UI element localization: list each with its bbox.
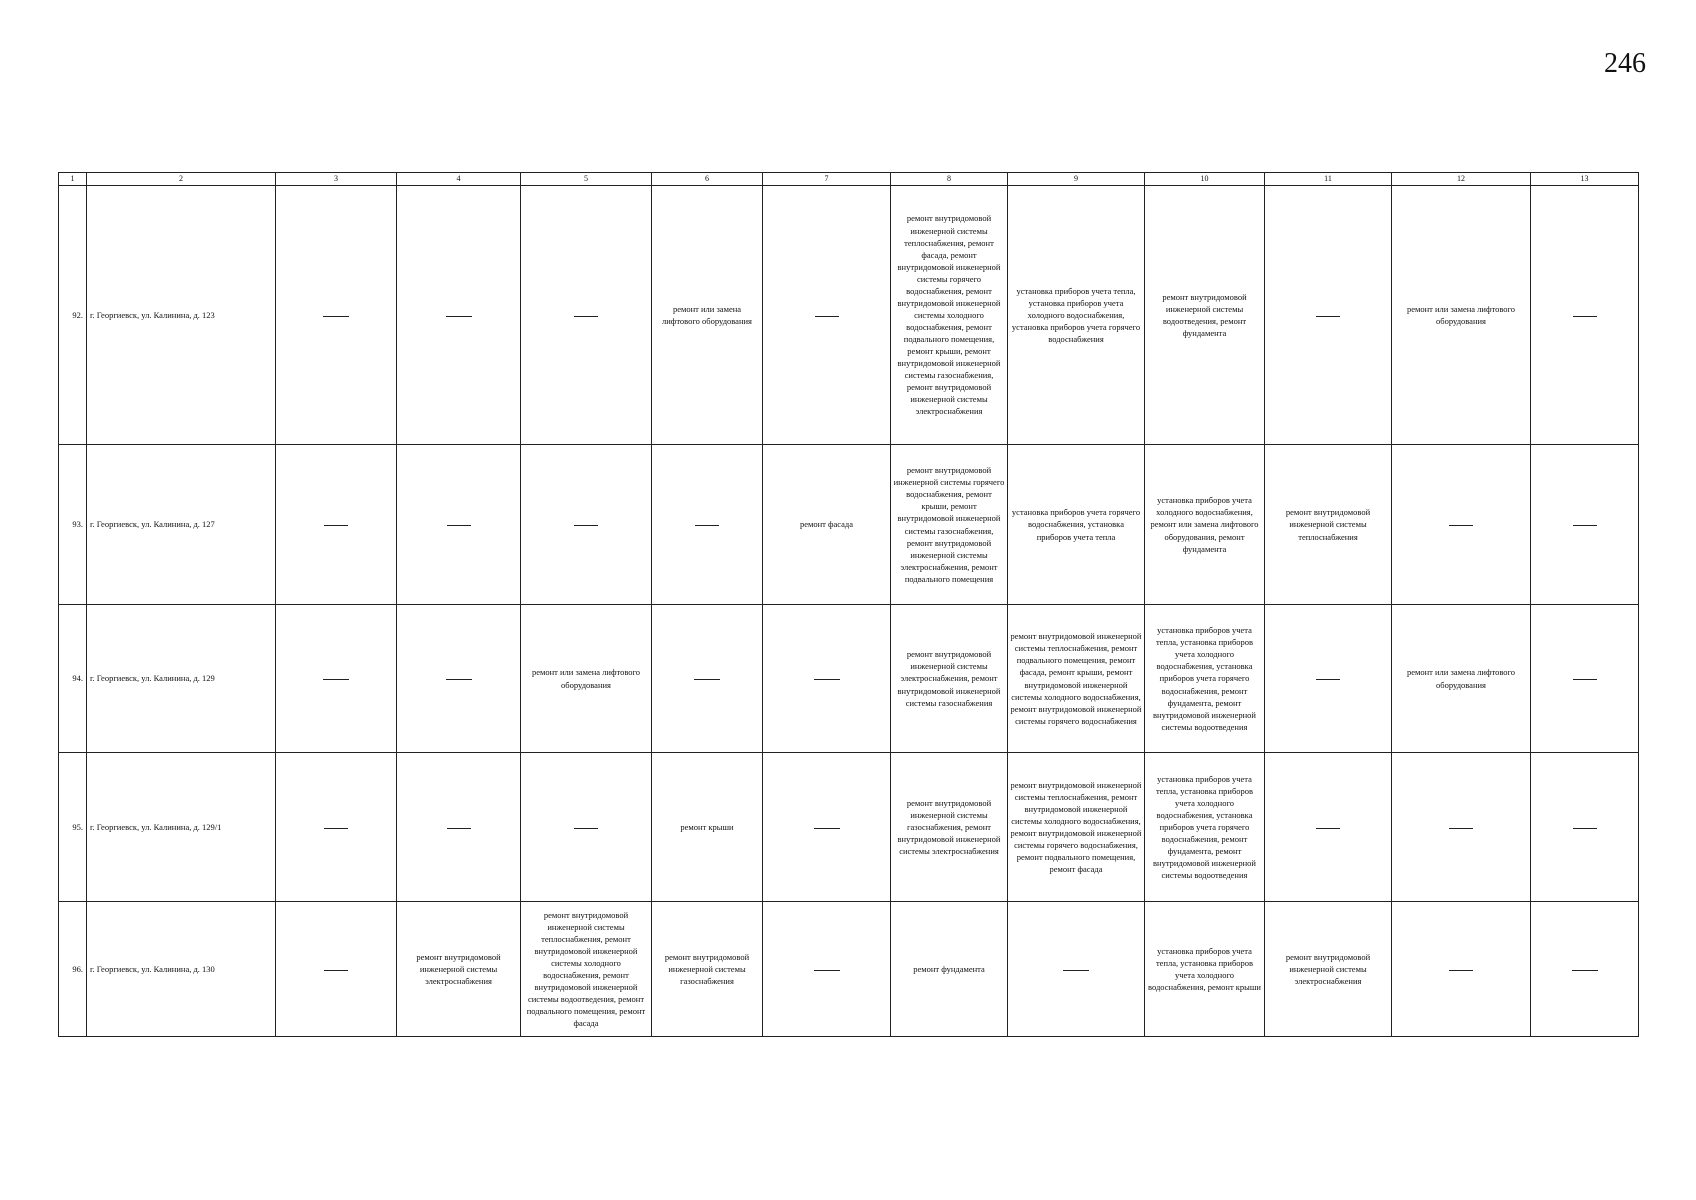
table-cell: установка приборов учета тепла, установка приборов учета холодного водоснабжения, ремонт крыши: [1145, 902, 1265, 1037]
dash-mark: [324, 970, 348, 971]
table-cell: ремонт фасада: [763, 445, 891, 605]
row-number: 93.: [59, 445, 87, 605]
table-cell: установка приборов учета горячего водоснабжения, установка приборов учета тепла: [1008, 445, 1145, 605]
table-cell: [1265, 753, 1392, 902]
table-cell: [763, 186, 891, 445]
table-cell: ремонт внутридомовой инженерной системы водоотведения, ремонт фундамента: [1145, 186, 1265, 445]
table-cell: ремонт внутридомовой инженерной системы теплоснабжения, ремонт внутридомовой инженерной системы холодного водоснабжения, ремонт внутридомовой инженерной системы водоотведения, ремонт подвального помещения, ремонт фасада: [521, 902, 652, 1037]
dash-mark: [1573, 679, 1597, 680]
dash-mark: [447, 525, 471, 526]
table-cell: ремонт внутридомовой инженерной системы газоснабжения, ремонт внутридомовой инженерной системы электроснабжения: [891, 753, 1008, 902]
table-cell: [397, 186, 521, 445]
dash-mark: [446, 316, 472, 317]
column-header: 12: [1392, 173, 1531, 186]
table-cell: ремонт внутридомовой инженерной системы теплоснабжения, ремонт подвального помещения, ремонт фасада, ремонт крыши, ремонт внутридомовой инженерной системы холодного водоснабжения, ремонт внутридомовой инженерной системы горячего водоснабжения: [1008, 605, 1145, 753]
table-cell: [397, 605, 521, 753]
dash-mark: [814, 970, 840, 971]
column-header: 2: [87, 173, 276, 186]
dash-mark: [814, 828, 840, 829]
table-cell: ремонт внутридомовой инженерной системы газоснабжения: [652, 902, 763, 1037]
dash-mark: [1316, 828, 1340, 829]
column-header: 13: [1531, 173, 1639, 186]
dash-mark: [695, 525, 719, 526]
table-cell: [763, 605, 891, 753]
dash-mark: [574, 316, 598, 317]
table-cell: [1392, 753, 1531, 902]
table-cell: ремонт внутридомовой инженерной системы теплоснабжения, ремонт внутридомовой инженерной системы холодного водоснабжения, ремонт внутридомовой инженерной системы горячего водоснабжения, ремонт подвального помещения, ремонт фасада: [1008, 753, 1145, 902]
row-number: 94.: [59, 605, 87, 753]
table-cell: [1008, 902, 1145, 1037]
column-header: 6: [652, 173, 763, 186]
dash-mark: [1573, 316, 1597, 317]
table-row: [59, 605, 1639, 753]
table-cell: [1531, 605, 1639, 753]
table-row: [59, 753, 1639, 902]
dash-mark: [1449, 828, 1473, 829]
column-header: 11: [1265, 173, 1392, 186]
table-cell: [763, 902, 891, 1037]
column-header: 9: [1008, 173, 1145, 186]
dash-mark: [574, 525, 598, 526]
dash-mark: [447, 828, 471, 829]
address-cell: г. Георгиевск, ул. Калинина, д. 129: [87, 605, 276, 753]
table-row: [59, 902, 1639, 1037]
column-header: 10: [1145, 173, 1265, 186]
table-cell: [1392, 902, 1531, 1037]
table-cell: ремонт внутридомовой инженерной системы теплоснабжения: [1265, 445, 1392, 605]
table-cell: [276, 605, 397, 753]
table-cell: ремонт внутридомовой инженерной системы горячего водоснабжения, ремонт крыши, ремонт внутридомовой инженерной системы газоснабжения, ремонт внутридомовой инженерной системы электроснабжения, ремонт подвального помещения: [891, 445, 1008, 605]
column-header: 3: [276, 173, 397, 186]
table-cell: установка приборов учета тепла, установка приборов учета холодного водоснабжения, установка приборов учета горячего водоснабжения, ремонт фундамента, ремонт внутридомовой инженерной системы водоотведения: [1145, 753, 1265, 902]
table-cell: [521, 445, 652, 605]
table-cell: ремонт или замена лифтового оборудования: [652, 186, 763, 445]
dash-mark: [1316, 316, 1340, 317]
dash-mark: [324, 525, 348, 526]
column-number-row: [59, 173, 1639, 186]
table-cell: ремонт фундамента: [891, 902, 1008, 1037]
dash-mark: [574, 828, 598, 829]
row-number: 96.: [59, 902, 87, 1037]
dash-mark: [1573, 525, 1597, 526]
column-header: 7: [763, 173, 891, 186]
page-number: 246: [1604, 48, 1646, 79]
table-cell: [1265, 186, 1392, 445]
dash-mark: [1572, 970, 1598, 971]
dash-mark: [323, 316, 349, 317]
table-cell: [276, 753, 397, 902]
row-number: 95.: [59, 753, 87, 902]
dash-mark: [323, 679, 349, 680]
dash-mark: [446, 679, 472, 680]
address-cell: г. Георгиевск, ул. Калинина, д. 127: [87, 445, 276, 605]
table-row: [59, 186, 1639, 445]
dash-mark: [1573, 828, 1597, 829]
dash-mark: [814, 679, 840, 680]
table-cell: установка приборов учета холодного водоснабжения, ремонт или замена лифтового оборудования, ремонт фундамента: [1145, 445, 1265, 605]
table-cell: [1531, 902, 1639, 1037]
dash-mark: [815, 316, 839, 317]
table-cell: [521, 186, 652, 445]
table-cell: ремонт внутридомовой инженерной системы теплоснабжения, ремонт фасада, ремонт внутридомовой инженерной системы горячего водоснабжения, ремонт внутридомовой инженерной системы холодного водоснабжения, ремонт подвального помещения, ремонт крыши, ремонт внутридомовой инженерной системы газоснабжения, ремонт внутридомовой инженерной системы электроснабжения: [891, 186, 1008, 445]
table-cell: [652, 445, 763, 605]
table-cell: [276, 902, 397, 1037]
table-cell: установка приборов учета тепла, установка приборов учета холодного водоснабжения, установка приборов учета горячего водоснабжения, ремонт фундамента, ремонт внутридомовой инженерной системы водоотведения: [1145, 605, 1265, 753]
table-cell: [1531, 186, 1639, 445]
table-cell: [1392, 445, 1531, 605]
column-header: 8: [891, 173, 1008, 186]
dash-mark: [324, 828, 348, 829]
table-cell: [1265, 605, 1392, 753]
dash-mark: [1449, 525, 1473, 526]
table-cell: [763, 753, 891, 902]
address-cell: г. Георгиевск, ул. Калинина, д. 129/1: [87, 753, 276, 902]
table-cell: ремонт или замена лифтового оборудования: [1392, 605, 1531, 753]
column-header: 4: [397, 173, 521, 186]
dash-mark: [1449, 970, 1473, 971]
table-cell: [1531, 445, 1639, 605]
repair-schedule-table: [58, 172, 1639, 1037]
column-header: 5: [521, 173, 652, 186]
dash-mark: [1063, 970, 1089, 971]
table-cell: [652, 605, 763, 753]
table-cell: ремонт или замена лифтового оборудования: [521, 605, 652, 753]
table-cell: ремонт внутридомовой инженерной системы электроснабжения, ремонт внутридомовой инженерной системы газоснабжения: [891, 605, 1008, 753]
table-cell: установка приборов учета тепла, установка приборов учета холодного водоснабжения, установка приборов учета горячего водоснабжения: [1008, 186, 1145, 445]
column-header: 1: [59, 173, 87, 186]
table-cell: [397, 445, 521, 605]
table-row: [59, 445, 1639, 605]
address-cell: г. Георгиевск, ул. Калинина, д. 130: [87, 902, 276, 1037]
table-cell: [397, 753, 521, 902]
table-cell: ремонт или замена лифтового оборудования: [1392, 186, 1531, 445]
row-number: 92.: [59, 186, 87, 445]
table-cell: ремонт внутридомовой инженерной системы электроснабжения: [1265, 902, 1392, 1037]
table-cell: [1531, 753, 1639, 902]
table-cell: ремонт внутридомовой инженерной системы электроснабжения: [397, 902, 521, 1037]
table-cell: [521, 753, 652, 902]
table-cell: ремонт крыши: [652, 753, 763, 902]
table-cell: [276, 445, 397, 605]
dash-mark: [1316, 679, 1340, 680]
dash-mark: [694, 679, 720, 680]
table-cell: [276, 186, 397, 445]
address-cell: г. Георгиевск, ул. Калинина, д. 123: [87, 186, 276, 445]
